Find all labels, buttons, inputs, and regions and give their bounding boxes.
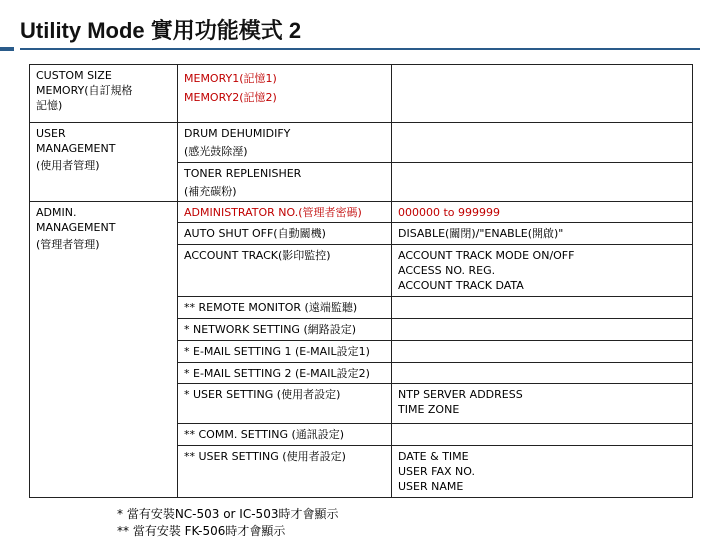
setting-cell xyxy=(178,163,392,202)
cell-line: ACCOUNT TRACK(影印監控) xyxy=(184,249,331,262)
footnote-double-star: ** 當有安裝 FK-506時才會顯示 xyxy=(117,524,286,538)
cell-line: ADMIN. xyxy=(36,206,77,219)
footnotes xyxy=(117,506,338,540)
value-cell xyxy=(392,223,693,245)
cell-line: DATE & TIME xyxy=(398,450,469,463)
setting-cell xyxy=(178,341,392,363)
cell-line: ACCOUNT TRACK DATA xyxy=(398,279,524,292)
cell-line: ADMINISTRATOR NO.(管理者密碼) xyxy=(184,206,362,219)
cell-line: MANAGEMENT xyxy=(36,142,116,155)
cell-line: 000000 to 999999 xyxy=(398,206,501,219)
footnote-single-star: * 當有安裝NC-503 or IC-503時才會顯示 xyxy=(117,507,339,521)
setting-cell xyxy=(178,446,392,498)
title-rule-accent xyxy=(0,47,14,51)
cell-line: DRUM DEHUMIDIFY xyxy=(184,127,291,140)
category-cell xyxy=(30,65,178,123)
cell-line: MEMORY1(記憶1) xyxy=(184,72,277,85)
setting-cell xyxy=(178,363,392,384)
cell-line: AUTO SHUT OFF(自動關機) xyxy=(184,227,326,240)
cell-line: MEMORY(自訂規格 xyxy=(36,84,133,97)
cell-line: 記憶) xyxy=(36,99,63,112)
value-cell xyxy=(392,319,693,341)
value-cell xyxy=(392,424,693,446)
cell-line: ACCESS NO. REG. xyxy=(398,264,496,277)
cell-line: TIME ZONE xyxy=(398,403,460,416)
value-cell xyxy=(392,297,693,319)
value-cell xyxy=(392,245,693,297)
category-cell xyxy=(30,123,178,202)
cell-line: DISABLE(關閉)/"ENABLE(開啟)" xyxy=(398,227,564,240)
category-cell xyxy=(30,202,178,498)
value-cell xyxy=(392,341,693,363)
cell-line: MANAGEMENT xyxy=(36,221,116,234)
cell-line: * USER SETTING (使用者設定) xyxy=(184,388,341,401)
cell-line: ** USER SETTING (使用者設定) xyxy=(184,450,346,463)
value-cell xyxy=(392,163,693,202)
page-title: Utility Mode 實用功能模式 2 xyxy=(20,18,302,43)
cell-line: TONER REPLENISHER xyxy=(184,167,302,180)
setting-cell xyxy=(178,202,392,223)
setting-cell xyxy=(178,123,392,163)
setting-cell xyxy=(178,297,392,319)
value-cell xyxy=(392,65,693,123)
cell-line: ** REMOTE MONITOR (遠端監聽) xyxy=(184,301,358,314)
setting-cell xyxy=(178,384,392,424)
value-cell xyxy=(392,202,693,223)
cell-line: USER NAME xyxy=(398,480,464,493)
cell-line: (感光鼓除溼) xyxy=(184,145,248,158)
title-rule xyxy=(20,48,700,50)
value-cell xyxy=(392,363,693,384)
cell-line: (補充碳粉) xyxy=(184,185,237,198)
cell-line: (使用者管理) xyxy=(36,159,100,172)
setting-cell xyxy=(178,223,392,245)
table-row xyxy=(30,123,693,163)
cell-line: CUSTOM SIZE xyxy=(36,69,112,82)
table-row xyxy=(30,202,693,223)
cell-line: * E-MAIL SETTING 1 (E-MAIL設定1) xyxy=(184,345,370,358)
cell-line: * E-MAIL SETTING 2 (E-MAIL設定2) xyxy=(184,367,370,380)
value-cell xyxy=(392,123,693,163)
cell-line: USER FAX NO. xyxy=(398,465,475,478)
cell-line: ACCOUNT TRACK MODE ON/OFF xyxy=(398,249,575,262)
table-row xyxy=(30,65,693,123)
cell-line: NTP SERVER ADDRESS xyxy=(398,388,523,401)
cell-line: USER xyxy=(36,127,66,140)
cell-line: MEMORY2(記憶2) xyxy=(184,91,277,104)
utility-mode-table xyxy=(29,64,693,498)
cell-line: (管理者管理) xyxy=(36,238,100,251)
setting-cell xyxy=(178,245,392,297)
setting-cell xyxy=(178,65,392,123)
value-cell xyxy=(392,446,693,498)
setting-cell xyxy=(178,424,392,446)
cell-line: ** COMM. SETTING (通訊設定) xyxy=(184,428,345,441)
setting-cell xyxy=(178,319,392,341)
cell-line: * NETWORK SETTING (網路設定) xyxy=(184,323,357,336)
value-cell xyxy=(392,384,693,424)
